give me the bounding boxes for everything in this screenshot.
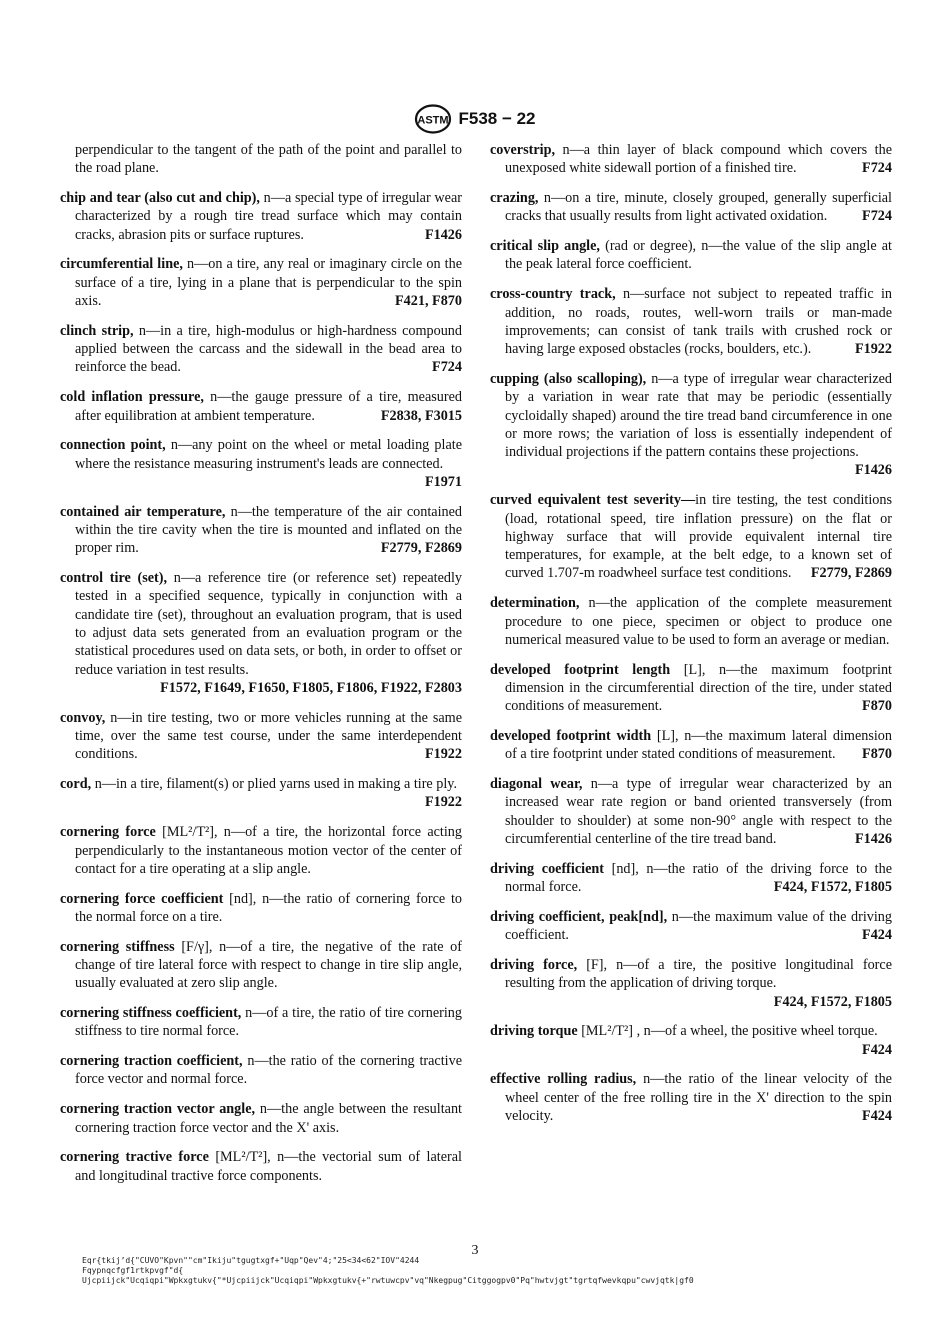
term: cupping (also scalloping), <box>490 370 647 387</box>
standard-reference: F724 <box>862 208 892 225</box>
definition-entry <box>60 322 462 377</box>
designation: F538 − 22 <box>458 109 536 128</box>
standard-reference: F424 <box>862 927 892 944</box>
footer-line: Eqr{tkij’d{"CUVO"Kpvn""cm"Ikiju"tgugtxgf+"Uqp"Qev"4;"25<34<62"IOV"4244 <box>82 1256 420 1265</box>
definition-entry <box>60 569 462 697</box>
standard-reference: F2838, F3015 <box>380 407 462 424</box>
definition-entry <box>60 189 462 244</box>
definition-text: n—the angle between the resultant cornering traction force vector and the X' axis. <box>75 1101 462 1136</box>
definition-text: n—a thin layer of black compound which covers the unexposed white sidewall portion of a finished tire. <box>505 142 892 177</box>
definition-entry <box>490 908 892 945</box>
term: control tire (set), <box>60 570 168 587</box>
definition-entry <box>60 709 462 764</box>
term: cornering traction coefficient, <box>60 1053 243 1070</box>
definition-text: [F], n—of a tire, the positive longitudinal force resulting from the application of driving torque. <box>505 956 892 992</box>
definition-entry <box>60 255 462 310</box>
term: driving coefficient <box>490 860 604 877</box>
definition-text: n—a special type of irregular wear characterized by a rough tire tread surface which may contain cracks, abrasion pits or surface ruptures. <box>75 190 462 243</box>
definition-text: n—the ratio of the linear velocity of the wheel center of the free rolling tire in the X' direction to the spin velocity. <box>505 1071 892 1125</box>
standard-reference: F724 <box>432 359 462 376</box>
definition-text: [ML²/T²] , n—of a wheel, the positive wheel torque. <box>577 1023 878 1040</box>
term: clinch strip, <box>60 322 134 339</box>
definition-text: n—a type of irregular wear characterized by a variation in wear rate that may be periodic (essentially cycloidally shaped) around the tire tread band circumference in one or more rows; the variation of loss is essentially independent of individual projections if the pattern contains these projections. <box>505 370 893 461</box>
term: developed footprint width <box>490 728 652 745</box>
page-header <box>0 104 950 134</box>
standard-reference: F421, F870 <box>395 293 462 310</box>
definition-text: n—of a tire, the ratio of tire cornering stiffness to tire normal force. <box>75 1005 462 1040</box>
definition-entry <box>60 436 462 491</box>
term: cornering tractive force <box>60 1149 209 1166</box>
definition-entry <box>60 1100 462 1137</box>
definition-entry <box>60 775 462 812</box>
term: determination, <box>490 595 580 612</box>
definition-entry <box>60 141 462 178</box>
definition-text: [L], n—the maximum lateral dimension of a tire footprint under stated conditions of measurement. <box>505 728 892 763</box>
definition-text: n—the ratio of the cornering tractive force vector and normal force. <box>75 1053 462 1088</box>
term: cornering traction vector angle, <box>60 1101 256 1118</box>
term: cornering stiffness <box>60 938 175 955</box>
standard-reference: F870 <box>862 746 892 763</box>
definition-text: [ML²/T²], n—the vectorial sum of lateral and longitudinal tractive force components. <box>75 1149 463 1184</box>
definition-text: in tire testing, the test conditions (load, rotational speed, tire inflation pressure) on the flat or highway surface that will provide equivalent internal tire temperatures, for example, at the belt edge, to a known set of curved 1.707-m roadwheel surface test conditions. <box>505 492 892 582</box>
definition-entry <box>60 890 462 927</box>
definition-entry <box>490 594 892 649</box>
definition-entry <box>60 938 462 993</box>
definition-entry <box>490 956 892 1011</box>
standard-reference: F424, F1572, F1805 <box>773 879 892 896</box>
definition-text: n—the gauge pressure of a tire, measured after equilibration at ambient temperature. <box>75 389 462 424</box>
standard-reference: F1971 <box>424 473 462 490</box>
definition-entry <box>490 491 892 582</box>
definition-text: n—the application of the complete measurement procedure to one piece, specimen or object to produce one numerical measured value to be used to form an average or median. <box>505 595 892 648</box>
definition-entry <box>490 1070 892 1125</box>
term: driving force, <box>490 956 578 973</box>
right-column <box>490 141 892 1137</box>
standard-reference: F1426 <box>854 831 892 847</box>
term: chip and tear (also cut and chip), <box>60 190 260 207</box>
term: effective rolling radius, <box>490 1071 637 1088</box>
footer <box>82 1256 694 1286</box>
definition-entry <box>490 775 892 848</box>
definition-entry <box>60 823 462 878</box>
definition-entry <box>60 388 462 425</box>
definition-entry <box>490 189 892 226</box>
term: critical slip angle, <box>490 238 600 255</box>
term: cold inflation pressure, <box>60 389 204 406</box>
standard-reference: F424, F1572, F1805 <box>773 993 892 1010</box>
definition-entry <box>60 1052 462 1089</box>
standard-reference: F424 <box>862 1041 892 1058</box>
definition-text: perpendicular to the tangent of the path of the point and parallel to the road plane. <box>75 142 462 177</box>
term: circumferential line, <box>60 256 183 273</box>
term: cornering stiffness coefficient, <box>60 1005 242 1022</box>
page-number: 3 <box>471 1243 479 1258</box>
definition-entry <box>490 860 892 897</box>
standard-reference: F424 <box>862 1108 892 1125</box>
definition-entry <box>60 503 462 558</box>
definition-text: [ML²/T²], n—of a tire, the horizontal force acting perpendicularly to the instantaneous motion vector of the center of contact for a tire operating at a slip angle. <box>75 824 462 877</box>
definition-text: [nd], n—the ratio of cornering force to the normal force on a tire. <box>75 890 462 925</box>
definition-text: n—on a tire, minute, closely grouped, generally superficial cracks that usually results from light activated oxidation. <box>505 190 892 225</box>
definition-entry <box>490 370 892 480</box>
definition-entry <box>490 1022 892 1059</box>
standard-reference: F724 <box>862 160 892 177</box>
footer-line: Ujcpiijck"Ucqiqpi"Wpkxgtukv{"*Ujcpiijck"Ucqiqpi"Wpkxgtukv{+"rwtuwcpv"vq"Nkegpug"Citggogpv0"Pq"hwtvjgt"tgrtqfwevkqpu"cwvjqtk|gf0 <box>82 1276 694 1285</box>
term: cord, <box>60 776 92 793</box>
svg-text:ASTM: ASTM <box>417 114 450 127</box>
term: curved equivalent test severity— <box>490 492 696 509</box>
footer-line: Fqypnqcfgf1rtkpvgf"d{ <box>82 1266 184 1275</box>
definition-text: n—a reference tire (or reference set) repeatedly tested in a specified sequence, typically in conjunction with a candidate tire (set), throughout an evaluation program, that is used to adjust data sets generated from an evaluation program or the statistical procedures used on data sets, or both, in order to offset or reduce variation in test results. <box>75 570 462 678</box>
definition-text: n—the temperature of the air contained within the tire cavity when the tire is mounted and inflated on the proper rim. <box>75 503 462 557</box>
definition-text: n—in tire testing, two or more vehicles running at the same time, over the same test course, under the same interdependent conditions. <box>75 709 462 763</box>
term: convoy, <box>60 709 106 726</box>
term: diagonal wear, <box>490 776 583 793</box>
definition-entry <box>60 1004 462 1041</box>
standard-reference: F2779, F2869 <box>810 565 892 582</box>
standard-reference: F1922 <box>854 341 892 358</box>
definition-entry <box>490 285 892 358</box>
left-column <box>60 141 462 1196</box>
standard-reference: F1426 <box>424 226 462 243</box>
term: coverstrip, <box>490 142 556 158</box>
term: contained air temperature, <box>60 503 226 520</box>
standard-reference: F1426 <box>854 462 892 479</box>
definition-text: n—the maximum value of the driving coefficient. <box>505 908 892 944</box>
term: driving torque <box>490 1023 578 1040</box>
definition-text: n—surface not subject to repeated traffic in addition, no roads, routes, well-worn trails or man-made improvements; can consist of tank trails with crushed rock or having large exposed obstacles (rocks, boulders, etc.). <box>505 286 893 358</box>
astm-logo-icon <box>414 104 452 134</box>
definition-entry <box>490 237 892 274</box>
term: cornering force coefficient <box>60 890 224 907</box>
standard-reference: F2779, F2869 <box>380 540 462 557</box>
definition-entry <box>490 661 892 716</box>
term: crazing, <box>490 190 539 207</box>
standard-reference: F1572, F1649, F1650, F1805, F1806, F1922, F2803 <box>160 679 462 696</box>
definition-text: n—any point on the wheel or metal loading plate where the resistance measuring instrument's leads are connected. <box>75 437 462 472</box>
term: developed footprint length <box>490 661 671 678</box>
standard-reference: F1922 <box>424 794 462 811</box>
definition-text: n—on a tire, any real or imaginary circle on the surface of a tire, lying in a plane that is perpendicular to the spin axis. <box>75 256 462 310</box>
standard-reference: F1922 <box>424 746 462 763</box>
definition-text: n—in a tire, high-modulus or high-hardness compound applied between the carcass and the sidewall in the bead area to reinforce the bead. <box>75 322 462 376</box>
definition-text: [F/γ], n—of a tire, the negative of the rate of change of tire lateral force with respect to change in tire slip angle, usually evaluated at zero slip angle. <box>75 938 462 992</box>
term: driving coefficient, peak[nd], <box>490 908 668 925</box>
definition-text: n—a type of irregular wear characterized by an increased wear rate region or band oriented transversely (from shoulder to shoulder) at some non-90° angle with respect to the circumferential centerline of the tire tread band. <box>505 776 892 847</box>
definition-entry <box>60 1148 462 1185</box>
definition-text: n—in a tire, filament(s) or plied yarns used in making a tire ply. <box>91 776 458 793</box>
standard-reference: F870 <box>862 698 892 715</box>
term: connection point, <box>60 437 166 454</box>
term: cornering force <box>60 824 156 841</box>
definition-text: (rad or degree), n—the value of the slip angle at the peak lateral force coefficient. <box>505 238 892 273</box>
definition-text: [L], n—the maximum footprint dimension in the circumferential direction of the tire, under stated conditions of measurement. <box>505 661 892 715</box>
definition-entry <box>490 727 892 764</box>
definition-text: [nd], n—the ratio of the driving force to the normal force. <box>505 860 892 896</box>
term: cross-country track, <box>490 286 616 303</box>
definition-entry <box>490 141 892 178</box>
